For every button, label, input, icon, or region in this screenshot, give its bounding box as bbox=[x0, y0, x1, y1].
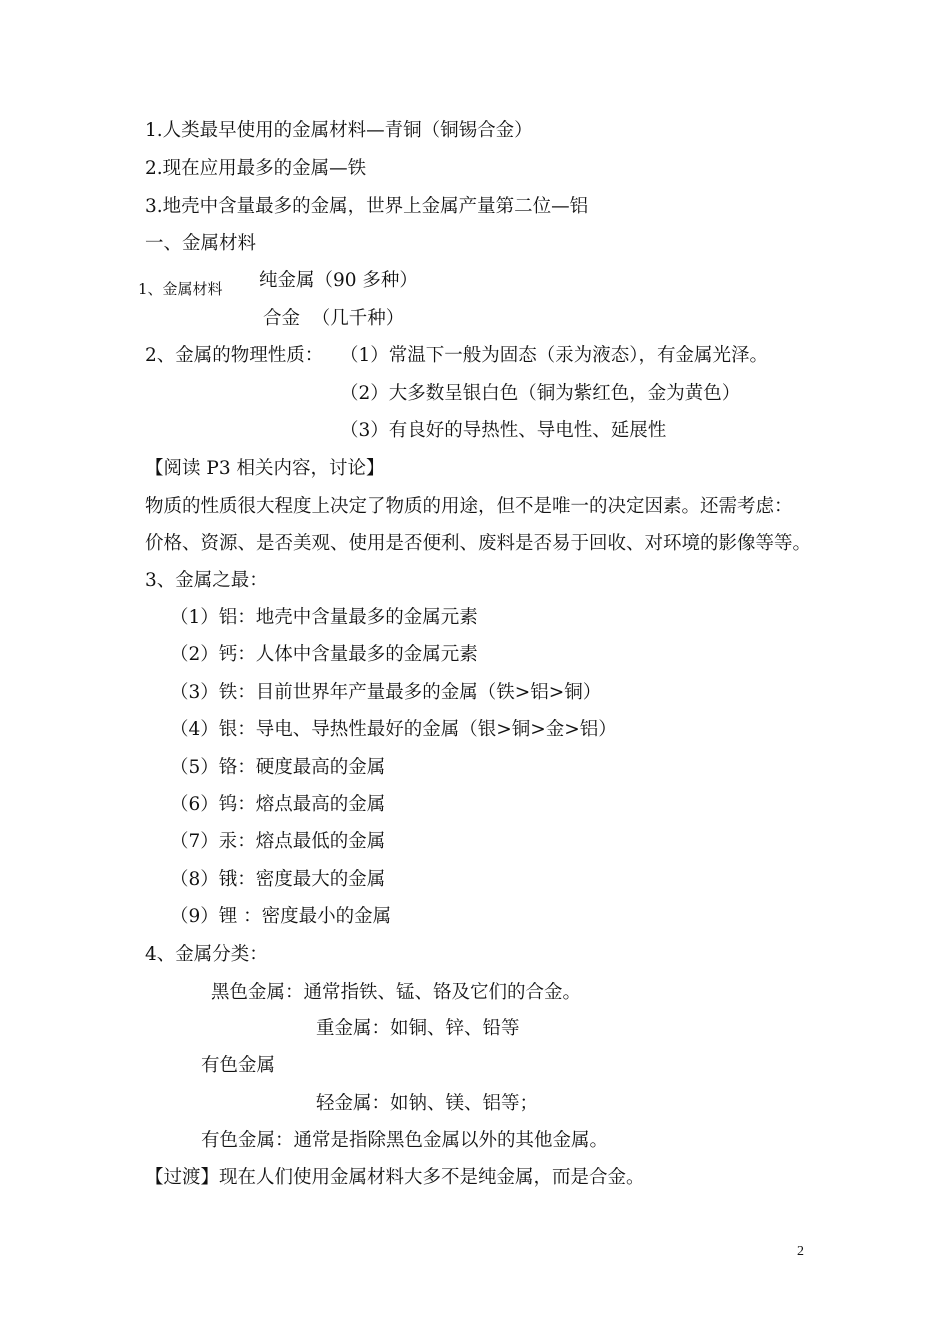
metal-record-2: （2）钙：人体中含量最多的金属元素 bbox=[170, 644, 478, 665]
paragraph-line-1: 物质的性质很大程度上决定了物质的用途，但不是唯一的决定因素。还需考虑： bbox=[145, 496, 793, 517]
reading-note: 【阅读 P3 相关内容，讨论】 bbox=[145, 458, 385, 479]
subsection-label-metal-materials: 1、金属材料 bbox=[138, 280, 223, 298]
physical-property-2: （2）大多数呈银白色（铜为紫红色，金为黄色） bbox=[340, 383, 741, 404]
metal-record-1: （1）铝：地壳中含量最多的金属元素 bbox=[170, 607, 478, 628]
ferrous-metal-line: 黑色金属：通常指铁、锰、铬及它们的合金。 bbox=[211, 982, 582, 1003]
nonferrous-metal-label: 有色金属 bbox=[201, 1055, 276, 1076]
alloy-line: 合金 （几千种） bbox=[263, 308, 405, 329]
metal-record-4: （4）银：导电、导热性最好的金属（银>铜>金>铝） bbox=[170, 719, 617, 740]
nonferrous-metal-definition: 有色金属：通常是指除黑色金属以外的其他金属。 bbox=[201, 1130, 609, 1151]
fact-line-1: 1.人类最早使用的金属材料—青铜（铜锡合金） bbox=[145, 120, 533, 141]
physical-property-1: （1）常温下一般为固态（汞为液态），有金属光泽。 bbox=[340, 345, 769, 366]
pure-metal-line: 纯金属（90 多种） bbox=[259, 270, 418, 291]
paragraph-line-2: 价格、资源、是否美观、使用是否便利、废料是否易于回收、对环境的影像等等。 bbox=[145, 533, 812, 554]
metal-records-label: 3、金属之最： bbox=[145, 570, 268, 591]
heavy-metal-line: 重金属：如铜、锌、铅等 bbox=[316, 1018, 520, 1039]
transition-note: 【过渡】现在人们使用金属材料大多不是纯金属，而是合金。 bbox=[145, 1167, 645, 1188]
metal-record-3: （3）铁：目前世界年产量最多的金属（铁>铝>铜） bbox=[170, 682, 602, 703]
metal-record-8: （8）锇：密度最大的金属 bbox=[170, 869, 386, 890]
metal-record-9: （9）锂 ：密度最小的金属 bbox=[170, 906, 392, 927]
metal-record-7: （7）汞：熔点最低的金属 bbox=[170, 831, 386, 852]
metal-classification-label: 4、金属分类： bbox=[145, 944, 268, 965]
fact-line-2: 2.现在应用最多的金属—铁 bbox=[145, 158, 367, 179]
physical-property-3: （3）有良好的导热性、导电性、延展性 bbox=[340, 420, 667, 441]
page-number: 2 bbox=[797, 1244, 804, 1259]
metal-record-5: （5）铬：硬度最高的金属 bbox=[170, 757, 386, 778]
fact-line-3: 3.地壳中含量最多的金属，世界上金属产量第二位—铝 bbox=[145, 196, 589, 217]
physical-properties-label: 2、金属的物理性质： bbox=[145, 345, 324, 366]
section-heading-metal-materials: 一、金属材料 bbox=[145, 233, 257, 254]
metal-record-6: （6）钨：熔点最高的金属 bbox=[170, 794, 386, 815]
light-metal-line: 轻金属：如钠、镁、铝等； bbox=[316, 1093, 539, 1114]
